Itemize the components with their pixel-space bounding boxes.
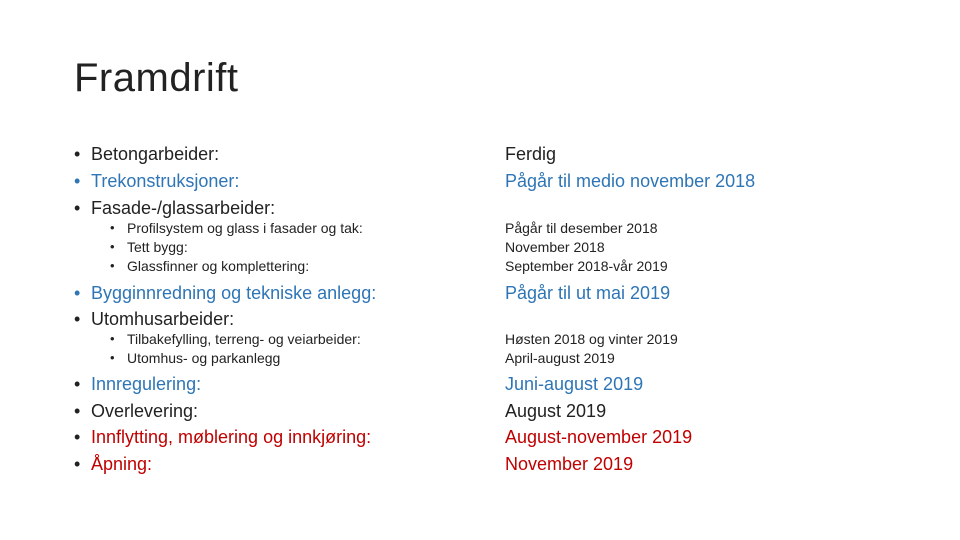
status-text: Juni-august 2019: [505, 374, 644, 394]
slide-title: Framdrift: [74, 56, 239, 100]
status-text: August-november 2019: [505, 427, 693, 447]
task-label: Fasade-/glassarbeider:: [91, 198, 276, 218]
status-text: Pågår til ut mai 2019: [505, 283, 671, 303]
task-label: Utomhus- og parkanlegg: [127, 350, 281, 366]
bullet: •: [74, 283, 81, 303]
bullet: •: [74, 401, 81, 421]
task-label: Trekonstruksjoner:: [91, 171, 240, 191]
task-label: Åpning:: [91, 454, 153, 474]
bullet: •: [74, 374, 81, 394]
bullet: •: [74, 427, 81, 447]
bullet: •: [74, 144, 81, 164]
status-text: November 2019: [505, 454, 634, 474]
bullet: •: [110, 239, 115, 254]
task-label: Innflytting, møblering og innkjøring:: [91, 427, 372, 447]
task-label: Utomhusarbeider:: [91, 309, 235, 329]
task-label: Innregulering:: [91, 374, 202, 394]
task-label: Tett bygg:: [127, 239, 188, 255]
task-label: Tilbakefylling, terreng- og veiarbeider:: [127, 331, 361, 347]
bullet: •: [110, 350, 115, 365]
bullet: •: [110, 258, 115, 273]
bullet: •: [74, 309, 81, 329]
status-text: Pågår til desember 2018: [505, 220, 658, 236]
task-label: Glassfinner og komplettering:: [127, 258, 310, 274]
status-text: Høsten 2018 og vinter 2019: [505, 331, 678, 347]
task-label: Overlevering:: [91, 401, 199, 421]
status-text: September 2018-vår 2019: [505, 258, 668, 274]
bullet: •: [74, 198, 81, 218]
status-text: November 2018: [505, 239, 605, 255]
task-label: Profilsystem og glass i fasader og tak:: [127, 220, 363, 236]
bullet: •: [110, 331, 115, 346]
status-text: August 2019: [505, 401, 607, 421]
bullet: •: [110, 220, 115, 235]
task-label: Bygginnredning og tekniske anlegg:: [91, 283, 377, 303]
status-text: Pågår til medio november 2018: [505, 171, 756, 191]
status-text: Ferdig: [505, 144, 557, 164]
task-label: Betongarbeider:: [91, 144, 220, 164]
bullet: •: [74, 171, 81, 191]
status-text: April-august 2019: [505, 350, 615, 366]
bullet: •: [74, 454, 81, 474]
